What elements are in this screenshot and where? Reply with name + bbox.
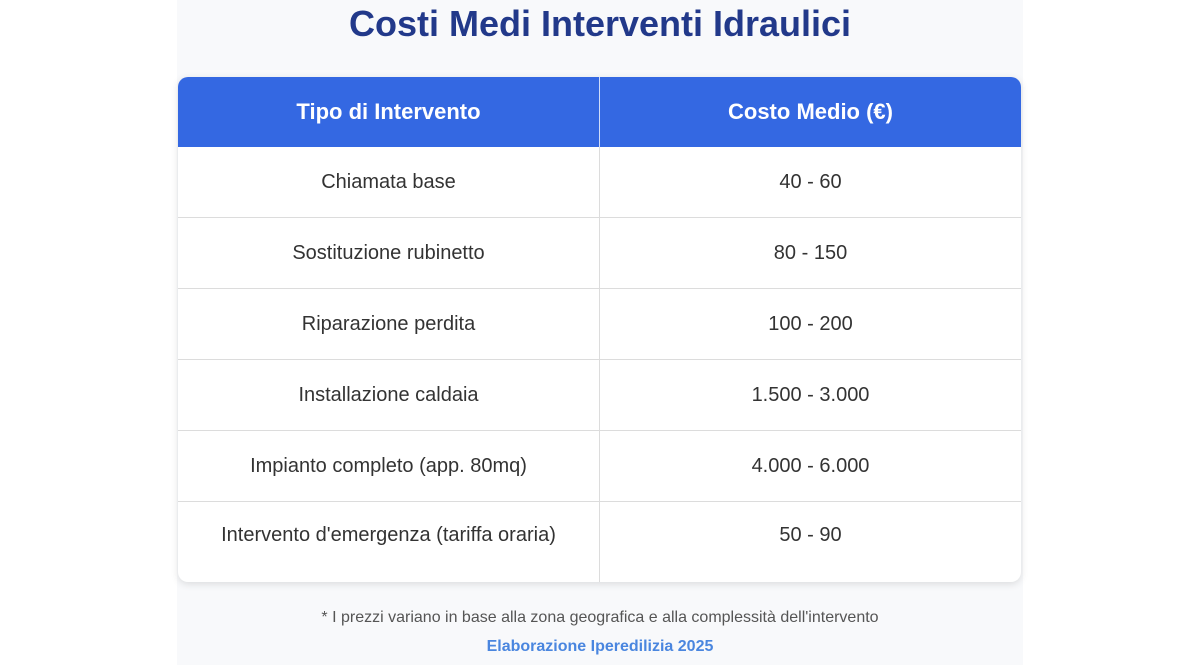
table-header-row xyxy=(178,77,1021,147)
table-row xyxy=(178,502,1021,583)
cost-cell: 1.500 - 3.000 xyxy=(600,360,1022,431)
cost-cell: 40 - 60 xyxy=(600,147,1022,218)
column-header-cost: Costo Medio (€) xyxy=(600,77,1022,147)
cost-cell: 80 - 150 xyxy=(600,218,1022,289)
table-row xyxy=(178,147,1021,218)
intervention-type-cell: Intervento d'emergenza (tariffa oraria) xyxy=(178,502,600,583)
page-title: Costi Medi Interventi Idraulici xyxy=(348,3,852,44)
column-header-type: Tipo di Intervento xyxy=(178,77,600,147)
intervention-type-cell: Chiamata base xyxy=(178,147,600,218)
content-panel xyxy=(177,0,1023,665)
cost-cell: 50 - 90 xyxy=(779,524,842,546)
intervention-type-cell: Sostituzione rubinetto xyxy=(178,218,600,289)
table-row xyxy=(178,431,1021,502)
table-row xyxy=(178,218,1021,289)
price-note: * I prezzi variano in base alla zona geografica e alla complessità dell'intervento xyxy=(321,609,879,626)
source-credit: Elaborazione Iperedilizia 2025 xyxy=(486,638,714,655)
cost-cell: 100 - 200 xyxy=(600,289,1022,360)
intervention-type-cell: Impianto completo (app. 80mq) xyxy=(178,431,600,502)
intervention-type-cell: Installazione caldaia xyxy=(178,360,600,431)
table-row xyxy=(178,289,1021,360)
cost-table-container xyxy=(178,77,1021,582)
cost-cell: 4.000 - 6.000 xyxy=(600,431,1022,502)
table-row xyxy=(178,360,1021,431)
intervention-type-cell: Riparazione perdita xyxy=(178,289,600,360)
cost-table xyxy=(178,77,1021,582)
